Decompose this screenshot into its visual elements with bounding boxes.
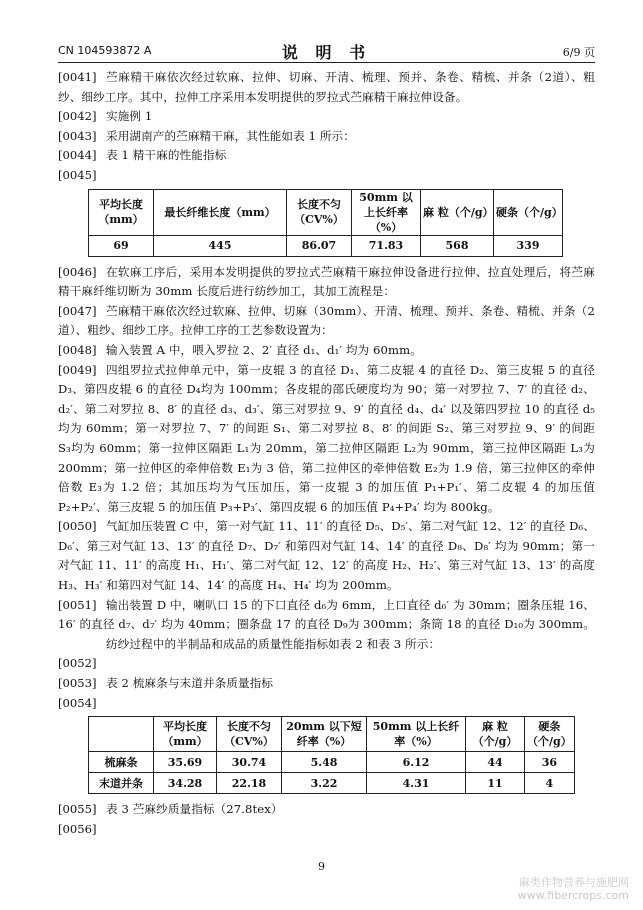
paragraph-number: [0044] — [58, 148, 97, 163]
table-cell: 3.22 — [282, 773, 367, 794]
table-header-row — [89, 189, 563, 235]
header-rule — [58, 62, 595, 63]
watermark-title: 麻类作物营养与施肥网 — [519, 876, 629, 889]
paragraph-text: 纺纱过程中的半制品和成品的质量性能指标如表 2 和表 3 所示： — [106, 636, 441, 651]
table-cell: 5.48 — [282, 752, 367, 773]
table-1-wrapper — [88, 189, 595, 257]
paragraph-0048 — [58, 341, 595, 361]
table-cell: 36 — [525, 752, 575, 773]
table-cell: 71.83 — [352, 235, 421, 256]
paragraph-0043 — [58, 127, 595, 147]
paragraph-number: [0045] — [58, 167, 97, 182]
table-cell: 35.69 — [154, 752, 217, 773]
paragraph-0054 — [58, 694, 595, 714]
paragraph-text: 输出装置 D 中，喇叭口 15 的下口直径 d₆为 6mm，上口直径 d₆′ 为 30mm；圈条压辊 16、16′ 的直径 d₇、d₇′ 均为 40mm；圈条盘 17 的直径 D₉为 300mm；条筒 18 的直径 D₁₀为 300mm。 — [58, 597, 595, 632]
table-cell: 445 — [154, 235, 287, 256]
table-cell: 4 — [525, 773, 575, 794]
paragraph-number: [0047] — [58, 303, 97, 318]
paragraph-number: [0042] — [58, 109, 97, 124]
table-header-cell: 长度不匀（CV%） — [217, 717, 282, 752]
paragraph-0049 — [58, 361, 595, 518]
paragraph-0046 — [58, 263, 595, 302]
paragraph-0052 — [58, 654, 595, 674]
table-row-label: 梳麻条 — [89, 752, 154, 773]
paragraph-0056 — [58, 820, 595, 840]
watermark-url: www.fibercrops.com — [517, 889, 629, 902]
paragraph-number: [0053] — [58, 676, 97, 691]
paragraph-number: [0049] — [58, 362, 97, 377]
table-cell: 69 — [89, 235, 154, 256]
table-cell: 4.31 — [367, 773, 466, 794]
table-row — [89, 752, 575, 773]
paragraph-text: 实施例 1 — [106, 109, 153, 124]
table-cell: 339 — [494, 235, 563, 256]
paragraph-0055 — [58, 800, 595, 820]
paragraph-text: 四组罗拉式拉伸单元中，第一皮辊 3 的直径 D₁、第二皮辊 4 的直径 D₂、第三皮辊 5 的直径 D₃、第四皮辊 6 的直径 D₄均为 100mm；各皮辊的邵氏硬度均为 90；第一对罗拉 7、7′ 的直径 d₂、d₂′、第二对罗拉 8、8′ 的直径 d₃、d₃′、第三对罗拉 9、9′ 的直径 d₄、d₄′ 以及第四罗拉 10 的直径 d₅均为 60mm；第一对罗拉 7、7′ 的间距 S₁、第二对罗拉 8、8′ 的间距 S₂、第三对罗拉 9、9′ 的间距 S₃均为 60mm；第一拉伸区隔距 L₁为 20mm，第二拉伸区隔距 L₂为 90mm，第三拉伸区隔距 L₃为 200mm；第一拉伸区的牵伸倍数 E₁为 3 倍，第二拉伸区的牵伸倍数 E₂为 1.9 倍，第三拉伸区的牵伸倍数 E₃为 1.2 倍；其加压均为气压加压，第一皮辊 3 的加压值 P₁+P₁′、第二皮辊 4 的加压值 P₂+P₂′、第三皮辊 5 的加压值 P₃+P₃′、第四皮辊 6 的加压值 P₄+P₄′ 均为 800kg。 — [58, 362, 595, 514]
paragraph-text: 苎麻精干麻依次经过软麻、拉伸、切麻（30mm）、开清、梳理、预并、条卷、精梳、并条（2道）、粗纱、细纱工序。拉伸工序的工艺参数设置为： — [58, 303, 595, 338]
table-header-cell — [89, 717, 154, 752]
document-title: 说 明 书 — [281, 43, 372, 62]
paragraph-0044 — [58, 146, 595, 166]
table-1-fiber-properties — [88, 189, 563, 257]
table-header-cell: 麻 粒（个/g） — [466, 717, 525, 752]
paragraph-text: 气缸加压装置 C 中，第一对气缸 11、11′ 的直径 D₅、D₅′、第二对气缸 12、12′ 的直径 D₆、D₆′、第三对气缸 13、13′ 的直径 D₇、D₇′ 和第四对气缸 14、14′ 的直径 D₈、D₈′ 均为 90mm；第一对气缸 11、11′ 的高度 H₁、H₁′、第二对气缸 12、12′ 的高度 H₂、H₂′、第三对气缸 13、13′ 的高度 H₃、H₃′ 和第四对气缸 14、14′ 的高度 H₄、H₄′ 均为 200mm。 — [58, 519, 595, 593]
table-header-row — [89, 717, 575, 752]
table-header-cell: 硬条（个/g） — [494, 189, 563, 235]
table-caption: 表 1 精干麻的性能指标 — [106, 148, 227, 163]
table-cell: 22.18 — [217, 773, 282, 794]
paragraph-0045 — [58, 166, 595, 186]
paragraph-number: [0055] — [58, 802, 97, 817]
table-caption: 表 3 苎麻纱质量指标（27.8tex） — [106, 802, 283, 817]
page-number: 9 — [318, 860, 325, 873]
table-row-label: 末道并条 — [89, 773, 154, 794]
paragraph-text: 输入装置 A 中，喂入罗拉 2、2′ 直径 d₁、d₁′ 均为 60mm。 — [106, 342, 422, 357]
table-2-wrapper — [88, 716, 595, 794]
paragraph-number: [0054] — [58, 695, 97, 710]
paragraph-0050 — [58, 517, 595, 595]
paragraph-0051-continued — [58, 635, 595, 655]
table-cell: 86.07 — [287, 235, 352, 256]
table-header-cell: 最长纤维长度（mm） — [154, 189, 287, 235]
table-cell: 568 — [421, 235, 494, 256]
paragraph-text: 在软麻工序后，采用本发明提供的罗拉式苎麻精干麻拉伸设备进行拉伸、拉直处理后，将苎麻精干麻纤维切断为 30mm 长度后进行纺纱加工，其加工流程是： — [58, 264, 595, 299]
paragraph-0041 — [58, 68, 595, 107]
paragraph-number: [0046] — [58, 264, 97, 279]
paragraph-0042 — [58, 107, 595, 127]
page-indicator: 6/9 页 — [562, 46, 595, 59]
paragraph-number: [0048] — [58, 342, 97, 357]
table-header-cell: 麻 粒（个/g） — [421, 189, 494, 235]
page-header — [58, 40, 595, 62]
table-header-cell: 20mm 以下短纤率（%） — [282, 717, 367, 752]
table-cell: 11 — [466, 773, 525, 794]
paragraph-0053 — [58, 674, 595, 694]
paragraph-0047 — [58, 302, 595, 341]
table-cell: 6.12 — [367, 752, 466, 773]
table-header-cell: 长度不匀（CV%） — [287, 189, 352, 235]
table-caption: 表 2 梳麻条与末道并条质量指标 — [106, 676, 274, 691]
paragraph-number: [0052] — [58, 656, 97, 671]
table-cell: 44 — [466, 752, 525, 773]
table-row — [89, 235, 563, 256]
paragraph-number: [0041] — [58, 70, 97, 84]
table-header-cell: 硬条（个/g） — [525, 717, 575, 752]
page-body — [58, 68, 595, 839]
paragraph-number: [0056] — [58, 821, 97, 836]
table-cell: 30.74 — [217, 752, 282, 773]
table-row — [89, 773, 575, 794]
table-2-sliver-quality — [88, 716, 575, 794]
table-cell: 34.28 — [154, 773, 217, 794]
table-header-cell: 50mm 以上长纤率（%） — [367, 717, 466, 752]
table-header-cell: 50mm 以上长纤率（%） — [352, 189, 421, 235]
paragraph-text: 苎麻精干麻依次经过软麻、拉伸、切麻、开清、梳理、预并、条卷、精梳、并条（2道）、粗纱、细纱工序。其中，拉伸工序采用本发明提供的罗拉式苎麻精干麻拉伸设备。 — [58, 70, 595, 104]
paragraph-0051 — [58, 596, 595, 635]
patent-number: CN 104593872 A — [58, 44, 152, 57]
paragraph-number: [0043] — [58, 128, 97, 143]
paragraph-text: 采用湖南产的苎麻精干麻，其性能如表 1 所示： — [106, 128, 355, 143]
paragraph-number: [0051] — [58, 597, 97, 612]
site-watermark — [518, 876, 629, 902]
table-header-cell: 平均长度（mm） — [89, 189, 154, 235]
paragraph-number: [0050] — [58, 519, 97, 534]
table-header-cell: 平均长度（mm） — [154, 717, 217, 752]
